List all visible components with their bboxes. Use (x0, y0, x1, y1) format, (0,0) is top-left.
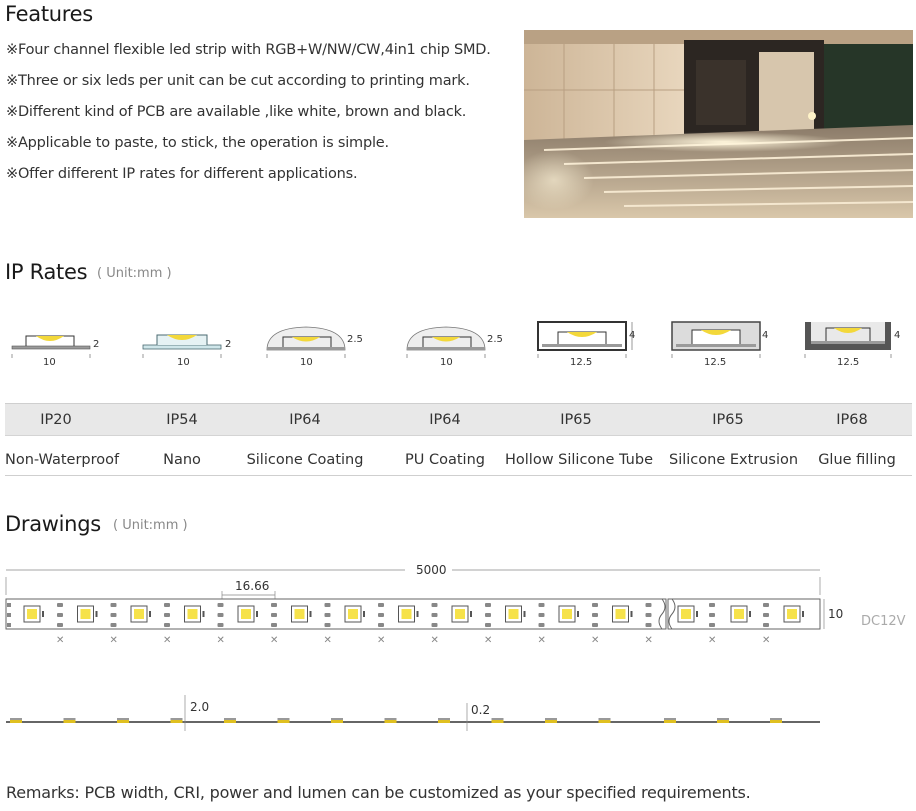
cut-mark: ✕ (323, 635, 332, 646)
side-led (64, 720, 76, 723)
ip-type-cell: Hollow Silicone Tube (505, 452, 653, 468)
resistor (256, 611, 258, 617)
led-chip-emitter (348, 609, 358, 619)
solder-pad (592, 613, 598, 617)
solder-pad (325, 613, 331, 617)
led-chip-emitter (188, 609, 198, 619)
solder-pad (325, 603, 331, 607)
resistor (631, 611, 633, 617)
side-led (117, 720, 129, 723)
solder-pad (485, 623, 491, 627)
solder-pad (592, 623, 598, 627)
ip-type-cell: Nano (163, 452, 201, 468)
resistor (470, 611, 472, 617)
side-led-cap (224, 718, 236, 720)
side-led (224, 720, 236, 723)
feature-item: ※Three or six leds per unit can be cut according to printing mark. (6, 73, 470, 89)
ip-rating-cell: IP64 (429, 412, 461, 428)
solder-pad (432, 623, 438, 627)
solder-pad (709, 613, 715, 617)
side-led (770, 720, 782, 723)
profile-ip68 (805, 322, 900, 368)
profile-width-label: 10 (43, 357, 56, 368)
profile-height-label: 2.5 (487, 334, 503, 345)
solder-pad (709, 603, 715, 607)
solder-pad (7, 623, 11, 627)
side-led-cap (717, 718, 729, 720)
ip-rates-table (5, 403, 912, 476)
solder-pad (646, 613, 652, 617)
resistor (42, 611, 44, 617)
profile-height-label: 2 (225, 339, 232, 350)
solder-pad (7, 603, 11, 607)
side-led (545, 720, 557, 723)
resistor (696, 611, 698, 617)
profile-ip20 (12, 336, 99, 368)
solder-pad (325, 623, 331, 627)
ip-type-cell: Silicone Coating (246, 452, 364, 468)
product-photo (524, 30, 913, 218)
solder-pad (763, 613, 769, 617)
resistor (749, 611, 751, 617)
led-chip-emitter (134, 609, 144, 619)
solder-pad (271, 603, 277, 607)
features-title: Features (5, 2, 93, 26)
resistor (96, 611, 98, 617)
resistor (524, 611, 526, 617)
ip-type-cell: Non-Waterproof (5, 452, 120, 468)
solder-pad (111, 603, 117, 607)
side-led (331, 720, 343, 723)
solder-pad (164, 603, 170, 607)
led-chip-emitter (81, 609, 91, 619)
led-chip-emitter (734, 609, 744, 619)
ip-rating-cell: IP54 (166, 412, 198, 428)
resistor (577, 611, 579, 617)
led-chip-emitter (27, 609, 37, 619)
side-led (171, 720, 183, 723)
resistor (310, 611, 312, 617)
solder-pad (646, 603, 652, 607)
profile-height-label: 4 (894, 330, 901, 341)
profile-ip64-silicone (267, 327, 363, 368)
side-led-cap (10, 718, 22, 720)
ip-rates-unit: ( Unit:mm ) (97, 266, 172, 281)
ip-profile-diagrams (0, 310, 916, 370)
feature-item: ※Applicable to paste, to stick, the operation is simple. (6, 135, 389, 151)
cut-mark: ✕ (163, 635, 172, 646)
solder-pad (592, 603, 598, 607)
side-led (492, 720, 504, 723)
solder-pad (763, 623, 769, 627)
side-led (278, 720, 290, 723)
profile-ip64-pu (407, 327, 503, 368)
led-chip-emitter (402, 609, 412, 619)
profile-height-label: 4 (762, 330, 769, 341)
solder-pad (271, 613, 277, 617)
solder-pad (432, 603, 438, 607)
side-led (10, 720, 22, 723)
solder-pad (57, 613, 63, 617)
ip-type-cell: PU Coating (405, 452, 485, 468)
profile-width-label: 10 (177, 357, 190, 368)
profile-height-label: 2 (93, 339, 100, 350)
side-led (385, 720, 397, 723)
profile-width-label: 10 (440, 357, 453, 368)
ip-rates-title: IP Rates (5, 260, 88, 284)
ip-rating-cell: IP20 (40, 412, 72, 428)
profile-ip65-extrusion (672, 322, 768, 368)
side-led-cap (599, 718, 611, 720)
solder-pad (57, 623, 63, 627)
length-label: 5000 (416, 563, 447, 577)
profile-ip54 (143, 335, 231, 368)
solder-pad (485, 613, 491, 617)
ip-type-row (5, 436, 912, 476)
profile-width-label: 12.5 (837, 357, 860, 368)
side-led-cap (117, 718, 129, 720)
solder-pad (378, 603, 384, 607)
pitch-label: 16.66 (235, 579, 270, 593)
solder-pad (218, 623, 224, 627)
led-chip-emitter (509, 609, 519, 619)
cut-mark: ✕ (537, 635, 546, 646)
resistor (802, 611, 804, 617)
side-led-cap (278, 718, 290, 720)
side-led-cap (545, 718, 557, 720)
led-chip-emitter (241, 609, 251, 619)
side-led-cap (331, 718, 343, 720)
side-led-cap (492, 718, 504, 720)
side-led (438, 720, 450, 723)
solder-pad (218, 603, 224, 607)
side-led-cap (385, 718, 397, 720)
solder-pad (378, 613, 384, 617)
cut-mark: ✕ (762, 635, 771, 646)
cut-mark: ✕ (591, 635, 600, 646)
led-chip-emitter (295, 609, 305, 619)
side-led (664, 720, 676, 723)
strip-drawing (0, 555, 916, 735)
solder-pad (539, 603, 545, 607)
feature-item: ※Offer different IP rates for different applications. (6, 166, 358, 182)
led-chip-emitter (787, 609, 797, 619)
solder-pad (485, 603, 491, 607)
solder-pad (432, 613, 438, 617)
solder-pad (111, 623, 117, 627)
cut-mark: ✕ (430, 635, 439, 646)
cut-mark: ✕ (216, 635, 225, 646)
feature-item: ※Different kind of PCB are available ,like white, brown and black. (6, 104, 467, 120)
solder-pad (164, 623, 170, 627)
profile-ip65-hollow (538, 322, 635, 368)
ip-rating-cell: IP64 (289, 412, 321, 428)
resistor (203, 611, 205, 617)
side-led (599, 720, 611, 723)
cut-mark: ✕ (708, 635, 717, 646)
solder-pad (7, 613, 11, 617)
drawings-title: Drawings (5, 512, 101, 536)
solder-pad (539, 613, 545, 617)
solder-pad (57, 603, 63, 607)
solder-pad (271, 623, 277, 627)
pcb-thickness-label: 0.2 (471, 703, 491, 717)
voltage-label: DC12V (861, 614, 906, 629)
solder-pad (218, 613, 224, 617)
resistor (149, 611, 151, 617)
ip-rating-cell: IP68 (836, 412, 868, 428)
led-chip-emitter (616, 609, 626, 619)
led-chip-emitter (562, 609, 572, 619)
solder-pad (763, 603, 769, 607)
solder-pad (164, 613, 170, 617)
ip-rating-cell: IP65 (560, 412, 592, 428)
ip-rating-row (5, 403, 912, 436)
led-height-label: 2.0 (190, 700, 210, 714)
side-led-cap (438, 718, 450, 720)
remarks-text: Remarks: PCB width, CRI, power and lumen can be customized as your specified requirements. (6, 783, 751, 802)
profile-width-label: 12.5 (570, 357, 593, 368)
led-chip-emitter (455, 609, 465, 619)
feature-item: ※Four channel flexible led strip with RGB+W/NW/CW,4in1 chip SMD. (6, 42, 491, 58)
profile-width-label: 12.5 (704, 357, 727, 368)
side-led-cap (171, 718, 183, 720)
side-led-cap (770, 718, 782, 720)
profile-height-label: 2.5 (347, 334, 363, 345)
profile-height-label: 4 (629, 330, 636, 341)
solder-pad (646, 623, 652, 627)
led-chip-emitter (681, 609, 691, 619)
side-led (717, 720, 729, 723)
ip-type-cell: Silicone Extrusion (669, 452, 799, 468)
side-led-cap (64, 718, 76, 720)
profile-width-label: 10 (300, 357, 313, 368)
ip-rating-cell: IP65 (712, 412, 744, 428)
resistor (363, 611, 365, 617)
cut-mark: ✕ (56, 635, 65, 646)
solder-pad (539, 623, 545, 627)
cut-mark: ✕ (109, 635, 118, 646)
cut-mark: ✕ (484, 635, 493, 646)
cut-mark: ✕ (644, 635, 653, 646)
solder-pad (111, 613, 117, 617)
side-led-cap (664, 718, 676, 720)
cut-mark: ✕ (377, 635, 386, 646)
solder-pad (709, 623, 715, 627)
drawings-unit: ( Unit:mm ) (113, 518, 188, 533)
resistor (417, 611, 419, 617)
width-label: 10 (828, 607, 844, 621)
ip-type-cell: Glue filling (818, 452, 896, 468)
solder-pad (378, 623, 384, 627)
cut-mark: ✕ (270, 635, 279, 646)
